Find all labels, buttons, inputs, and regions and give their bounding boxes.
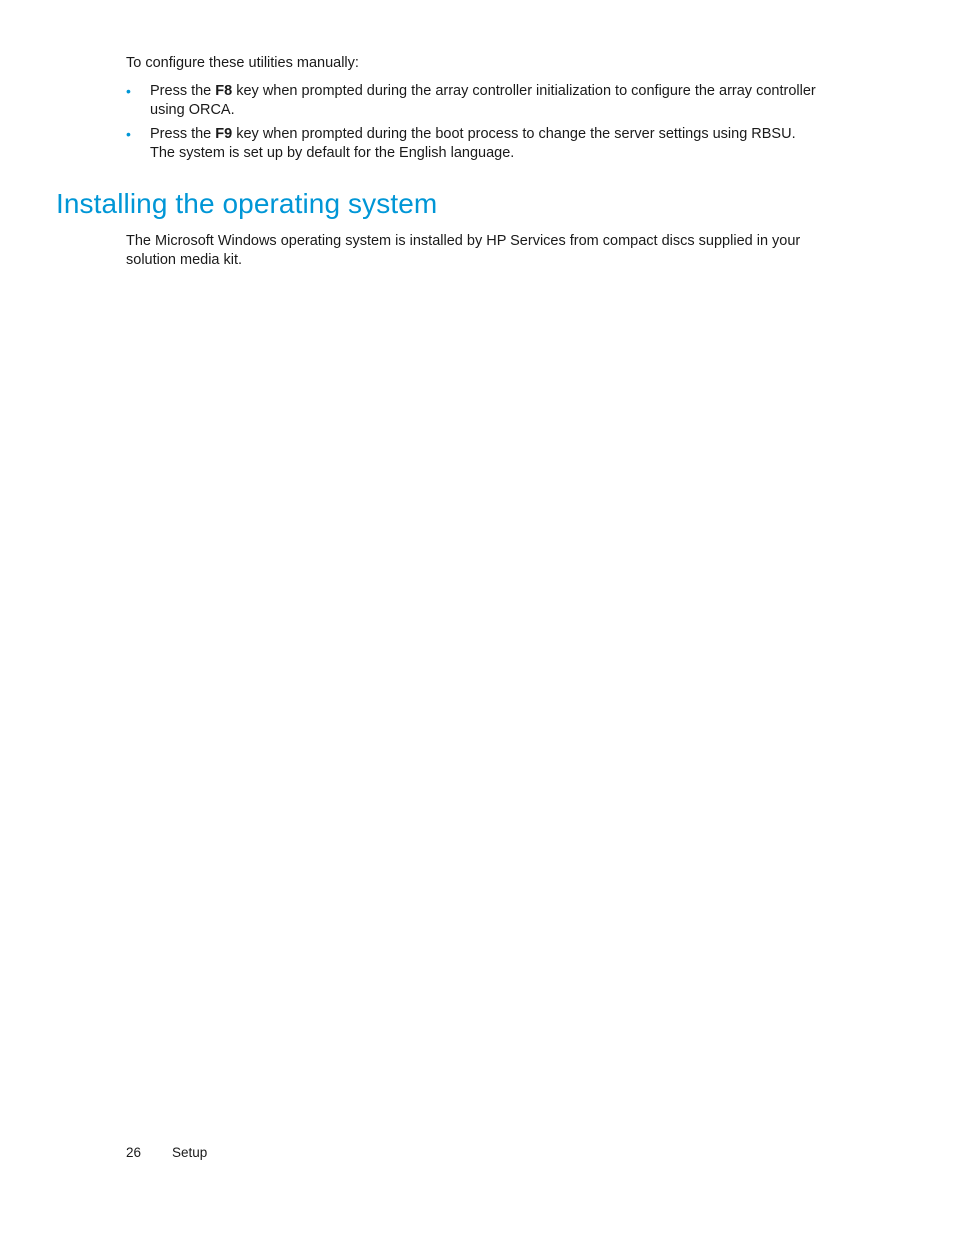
list-item xyxy=(126,125,816,163)
bullet-text-after: key when prompted during the array controller initialization to configure the array controller using ORCA. xyxy=(150,83,816,118)
page-footer xyxy=(126,1144,207,1162)
bullet-text-before: Press the xyxy=(150,83,216,99)
section-body-text: The Microsoft Windows operating system is installed by HP Services from compact discs supplied in your solution media kit. xyxy=(126,233,801,268)
page-number: 26 xyxy=(126,1145,142,1160)
key-label: F9 xyxy=(215,126,233,142)
key-label: F8 xyxy=(215,83,233,99)
bullet-text-before: Press the xyxy=(150,126,216,142)
chapter-name: Setup xyxy=(172,1145,208,1160)
bullet-list xyxy=(126,82,816,168)
bullet-icon: • xyxy=(126,83,131,99)
section-heading: Installing the operating system xyxy=(56,188,438,219)
list-item xyxy=(126,82,816,120)
intro-text: To configure these utilities manually: xyxy=(126,55,359,71)
bullet-icon: • xyxy=(126,126,131,142)
bullet-text-after: key when prompted during the boot process to change the server settings using RBSU. The system is set up by default for the English language. xyxy=(150,126,796,161)
